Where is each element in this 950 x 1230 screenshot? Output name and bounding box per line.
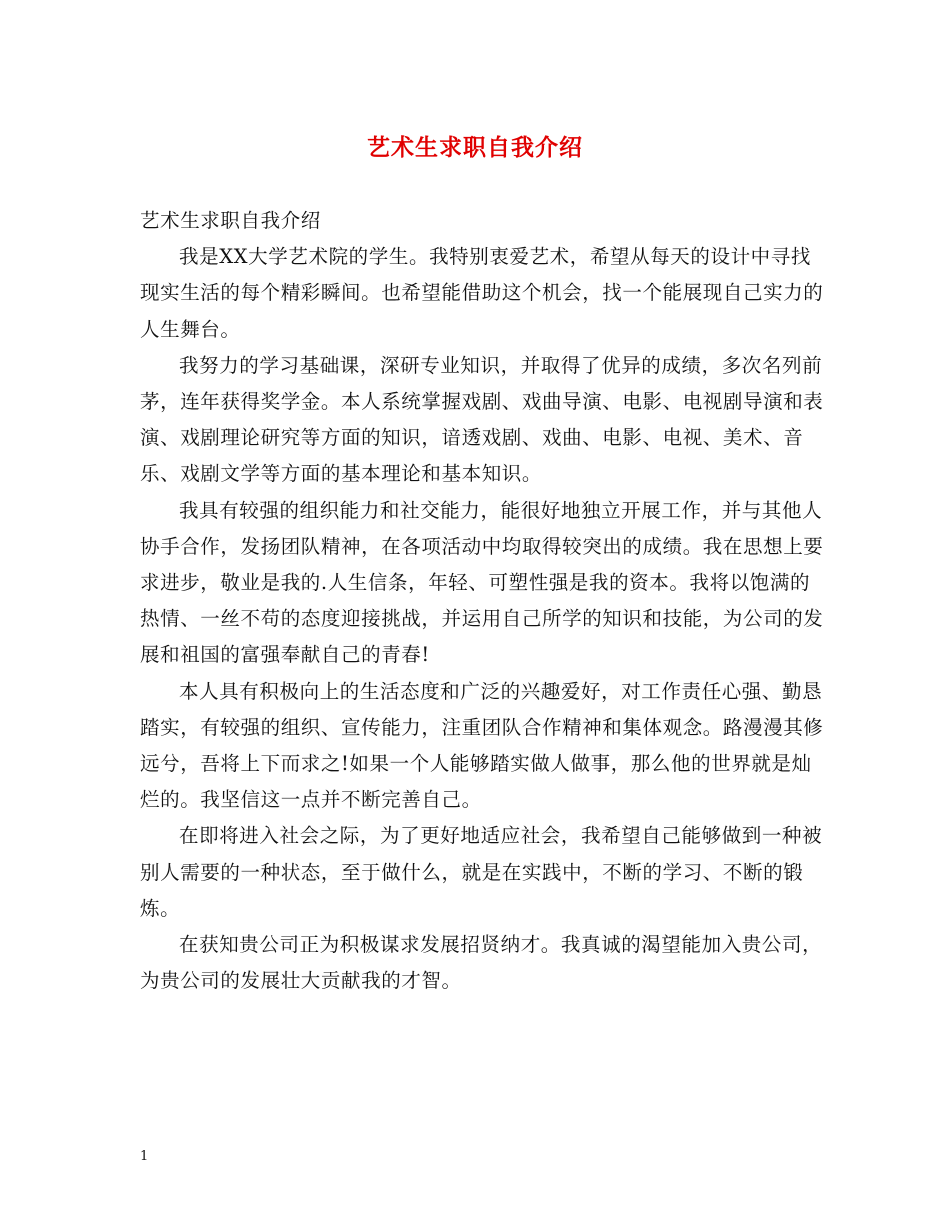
paragraph: 在即将进入社会之际，为了更好地适应社会，我希望自己能够做到一种被别人需要的一种状态，至于做什么，就是在实践中，不断的学习、不断的锻炼。: [140, 824, 823, 920]
document-title: 艺术生求职自我介绍: [367, 134, 583, 161]
paragraph: 在获知贵公司正为积极谋求发展招贤纳才。我真诚的渴望能加入贵公司，为贵公司的发展壮大贡献我的才智。: [140, 933, 823, 993]
paragraph: 我是XX大学艺术院的学生。我特别衷爱艺术，希望从每天的设计中寻找现实生活的每个精彩瞬间。也希望能借助这个机会，找一个能展现自己实力的人生舞台。: [140, 245, 824, 341]
document-body: [140, 203, 830, 999]
document-subtitle: 艺术生求职自我介绍: [140, 209, 321, 232]
page-number: 1: [140, 1149, 149, 1164]
paragraph: 我具有较强的组织能力和社交能力，能很好地独立开展工作，并与其他人协手合作，发扬团队精神，在各项活动中均取得较突出的成绩。我在思想上要求进步，敬业是我的.人生信条，年轻、可塑性强是我的资本。我将以饱满的热情、一丝不苟的态度迎接挑战，并运用自己所学的知识和技能，为公司的发展和祖国的富强奉献自己的青春!: [140, 498, 824, 667]
paragraph: 我努力的学习基础课，深研专业知识，并取得了优异的成绩，多次名列前茅，连年获得奖学金。本人系统掌握戏剧、戏曲导演、电影、电视剧导演和表演、戏剧理论研究等方面的知识，谙透戏剧、戏曲、电影、电视、美术、音乐、戏剧文学等方面的基本理论和基本知识。: [140, 353, 824, 486]
paragraph: 本人具有积极向上的生活态度和广泛的兴趣爱好，对工作责任心强、勤恳踏实，有较强的组织、宣传能力，注重团队合作精神和集体观念。路漫漫其修远兮，吾将上下而求之!如果一个人能够踏实做人做事，那么他的世界就是灿烂的。我坚信这一点并不断完善自己。: [140, 679, 824, 812]
